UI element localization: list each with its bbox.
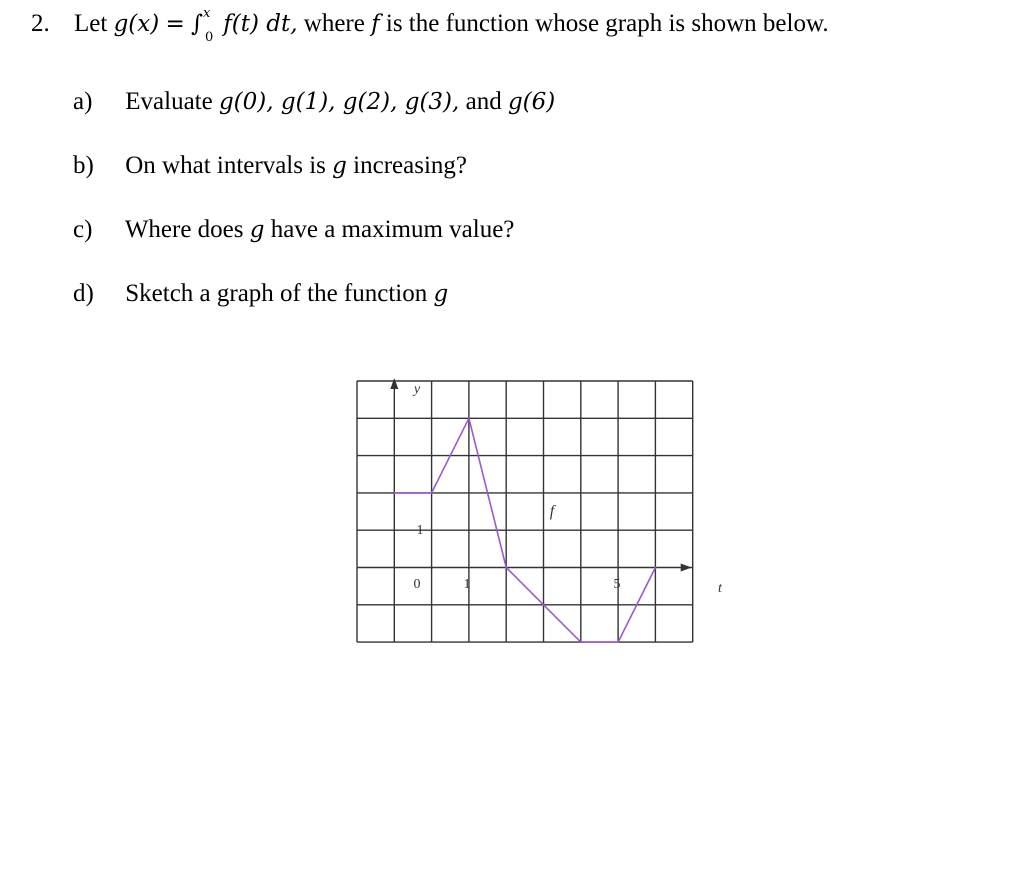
function-label: f xyxy=(549,503,555,520)
part-label: c) xyxy=(73,216,93,243)
part-math-2: g(6) xyxy=(507,89,556,115)
grid xyxy=(357,381,693,642)
lower-limit: 0 xyxy=(205,30,214,45)
part-label: a) xyxy=(73,88,93,115)
integrand: f(t) dt, xyxy=(223,11,298,37)
part-math: g xyxy=(249,217,265,243)
axes xyxy=(390,378,691,572)
upper-limit: x xyxy=(203,6,211,21)
where-text: where xyxy=(303,10,365,37)
part-math: g(0), g(1), g(2), g(3), xyxy=(218,89,460,115)
g-of-x: g(x) xyxy=(113,11,160,37)
part-math: g xyxy=(332,153,347,179)
tick-label-y-1: 1 xyxy=(416,523,424,538)
part-text: Evaluate xyxy=(125,88,213,115)
tick-label-x-1: 1 xyxy=(463,577,471,592)
f-symbol: f xyxy=(371,11,380,37)
part-text-2: increasing? xyxy=(353,152,467,179)
part-text-2: have a maximum value? xyxy=(270,216,515,243)
tick-label-x-5: 5 xyxy=(613,577,621,592)
part-label: d) xyxy=(73,280,94,307)
part-text: Sketch a graph of the function xyxy=(125,280,428,307)
let-text: Let xyxy=(74,10,108,37)
y-axis-arrow xyxy=(390,378,398,389)
t-axis-label: t xyxy=(718,581,722,596)
problem-rest-text: is the function whose graph is shown below. xyxy=(385,10,829,37)
problem-number: 2. xyxy=(31,10,50,37)
series-f-segment xyxy=(506,568,543,605)
part-text-2: and xyxy=(465,88,502,115)
part-label: b) xyxy=(73,152,94,179)
series-f-segment xyxy=(544,605,581,642)
tick-label-origin: 0 xyxy=(413,577,421,592)
part-text: On what intervals is xyxy=(125,152,326,179)
x-axis-arrow xyxy=(681,564,692,572)
equals-sign: = xyxy=(165,11,185,37)
part-math: g xyxy=(433,281,449,307)
y-axis-label: y xyxy=(413,382,421,397)
integral-sign: ∫ xyxy=(191,11,203,37)
part-text: Where does xyxy=(124,216,244,243)
